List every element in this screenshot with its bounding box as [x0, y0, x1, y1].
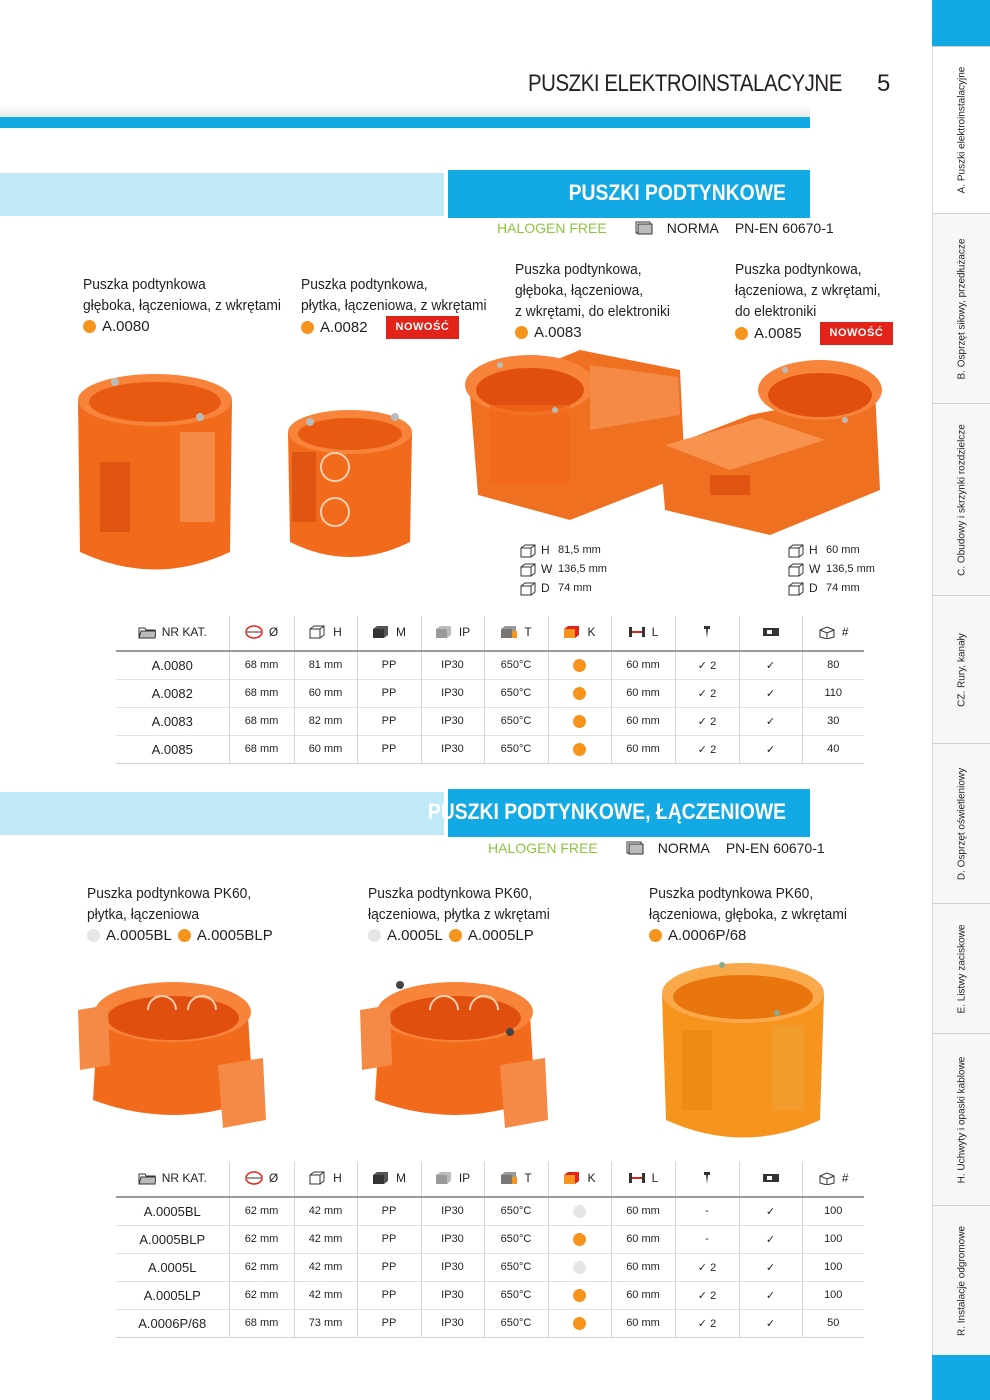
product-code: A.0082 — [320, 319, 368, 336]
table-row — [116, 651, 864, 679]
table-row — [116, 1309, 864, 1337]
table-header-label: IP — [458, 1170, 471, 1185]
table-cell: 50 — [802, 1309, 864, 1337]
table-cell: 100 — [802, 1225, 864, 1253]
table-cell: PP — [357, 1281, 421, 1309]
color-dot — [573, 1205, 586, 1218]
material-cube-icon — [372, 1171, 390, 1185]
color-dot — [573, 687, 586, 700]
table-cell: ✓ — [739, 1253, 802, 1281]
product-image-a0005bl — [78, 970, 273, 1130]
table-cell: 42 mm — [294, 1253, 357, 1281]
table-cell: 110 — [802, 679, 864, 707]
dimension-cube-icon — [520, 544, 536, 558]
table-header-material-cube — [357, 616, 421, 651]
header-shadow — [0, 105, 810, 117]
table-cell-color — [548, 1281, 611, 1309]
side-tab-b[interactable]: B. Osprzęt siłowy, przedłużacze — [932, 213, 990, 403]
table-cell: ✓ — [739, 1197, 802, 1225]
spec-table-2 — [116, 1162, 864, 1338]
table-cell: 60 mm — [294, 735, 357, 763]
table-cell: IP30 — [421, 735, 484, 763]
table-header-screw — [675, 1162, 739, 1197]
norma-value: PN-EN 60670-1 — [725, 840, 825, 856]
table-cell-code: A.0006P/68 — [116, 1309, 229, 1337]
height-cube-icon — [309, 625, 327, 639]
dims-a0083: H 81,5 mm W 136,5 mm D 74 mm — [520, 541, 607, 598]
table-header-connector — [739, 1162, 802, 1197]
table-cell: 80 — [802, 651, 864, 679]
table-cell: 42 mm — [294, 1197, 357, 1225]
color-dot — [87, 929, 100, 942]
table-cell: PP — [357, 1309, 421, 1337]
table-cell: - — [675, 1197, 739, 1225]
table-cell: 62 mm — [229, 1281, 294, 1309]
table-header-label: T — [524, 1170, 532, 1185]
diameter-icon — [245, 625, 263, 639]
table-cell: 60 mm — [611, 679, 675, 707]
table-header-label: Ø — [268, 624, 279, 639]
norma-label: NORMA — [666, 220, 719, 236]
product-a0080: Puszka podtynkowa głęboka, łączeniowa, z wkrętami A.0080 — [83, 276, 281, 335]
screw-length-icon — [628, 625, 646, 639]
table-cell-code: A.0005BL — [116, 1197, 229, 1225]
table-cell: ✓ 2 — [675, 707, 739, 735]
table-cell: 81 mm — [294, 651, 357, 679]
table-header-temperature-cube — [484, 1162, 548, 1197]
table-cell: ✓ 2 — [675, 1253, 739, 1281]
side-tab-a[interactable]: A. Puszki elektroinstalacyjne — [932, 46, 990, 213]
table-header-label: NR KAT. — [161, 1170, 207, 1185]
table-cell: ✓ — [739, 679, 802, 707]
table-cell: 100 — [802, 1281, 864, 1309]
section1-band-light — [0, 173, 450, 216]
side-tab-d[interactable]: D. Osprzęt oświetleniowy — [932, 743, 990, 903]
connector-icon — [762, 1171, 780, 1185]
table-header-package — [802, 1162, 864, 1197]
table-cell: IP30 — [421, 1309, 484, 1337]
catalog-folder-icon — [138, 1171, 156, 1185]
table-cell: PP — [357, 1197, 421, 1225]
page-title: PUSZKI ELEKTROINSTALACYJNE — [528, 70, 842, 97]
table-cell: 650°C — [484, 1281, 548, 1309]
table-cell: 650°C — [484, 651, 548, 679]
norma-label: NORMA — [657, 840, 710, 856]
table-header-height-cube — [294, 1162, 357, 1197]
table-header-diameter — [229, 1162, 294, 1197]
color-dot — [573, 1233, 586, 1246]
table-header-label: H — [333, 624, 342, 639]
product-code: A.0085 — [754, 325, 802, 342]
table-cell-code: A.0005L — [116, 1253, 229, 1281]
spec-table-1 — [116, 616, 864, 764]
product-image-a0082 — [280, 392, 420, 572]
side-tab-r[interactable]: R. Instalacje odgromowe — [932, 1205, 990, 1355]
dimension-cube-icon — [520, 582, 536, 596]
table-cell-code: A.0082 — [116, 679, 229, 707]
table-header-catalog-folder — [116, 616, 229, 651]
table-cell: 68 mm — [229, 679, 294, 707]
table-header-diameter — [229, 616, 294, 651]
table-header-label: L — [651, 624, 659, 639]
ip-cube-icon — [435, 625, 453, 639]
table-header-label: K — [587, 1170, 596, 1185]
product-code: A.0005L — [387, 927, 443, 944]
table-header-connector — [739, 616, 802, 651]
dims-a0085: H 60 mm W 136,5 mm D 74 mm — [788, 541, 875, 598]
section2-band-light — [0, 792, 450, 835]
table-cell: IP30 — [421, 707, 484, 735]
table-row — [116, 1253, 864, 1281]
table-cell: ✓ 2 — [675, 651, 739, 679]
table-header-row — [116, 1162, 864, 1197]
connector-icon — [762, 625, 780, 639]
side-tabs-bottom-cap — [932, 1355, 990, 1400]
table-cell: ✓ — [739, 1281, 802, 1309]
table-cell: 100 — [802, 1197, 864, 1225]
table-cell: 42 mm — [294, 1225, 357, 1253]
table-cell: PP — [357, 707, 421, 735]
table-cell: 60 mm — [611, 1225, 675, 1253]
table-header-screw-length — [611, 1162, 675, 1197]
table-cell: 650°C — [484, 1309, 548, 1337]
package-icon — [818, 1171, 836, 1185]
table-cell: IP30 — [421, 1281, 484, 1309]
table-cell: 68 mm — [229, 735, 294, 763]
temperature-cube-icon — [500, 1171, 518, 1185]
color-dot — [649, 929, 662, 942]
table-cell: 42 mm — [294, 1281, 357, 1309]
norm-book-icon — [635, 221, 653, 235]
product-a0083: Puszka podtynkowa, głęboka, łączeniowa, z wkrętami, do elektroniki A.0083 — [515, 261, 670, 341]
dimension-cube-icon — [520, 563, 536, 577]
table-cell: ✓ — [739, 651, 802, 679]
product-image-a0080 — [70, 362, 240, 582]
color-dot — [573, 1289, 586, 1302]
new-badge: NOWOŚĆ — [820, 322, 894, 345]
table-cell: ✓ — [739, 1309, 802, 1337]
halogen-free-label: HALOGEN FREE — [488, 840, 598, 856]
table-cell: 73 mm — [294, 1309, 357, 1337]
side-tab-e[interactable]: E. Listwy zaciskowe — [932, 903, 990, 1033]
table-header-color-cube — [548, 1162, 611, 1197]
table-row — [116, 1281, 864, 1309]
table-cell: 40 — [802, 735, 864, 763]
halogen-free-label: HALOGEN FREE — [497, 220, 607, 236]
table-cell: 650°C — [484, 735, 548, 763]
dimension-cube-icon — [788, 582, 804, 596]
product-a0085: Puszka podtynkowa, łączeniowa, z wkrętami, do elektroniki A.0085 NOWOŚĆ — [735, 259, 893, 345]
color-cube-icon — [563, 625, 581, 639]
table-header-ip-cube — [421, 1162, 484, 1197]
table-cell-color — [548, 707, 611, 735]
table-header-package — [802, 616, 864, 651]
catalog-folder-icon — [138, 625, 156, 639]
table-cell: 60 mm — [611, 1197, 675, 1225]
table-header-label: Ø — [268, 1170, 279, 1185]
color-dot — [301, 321, 314, 334]
color-dot — [573, 715, 586, 728]
table-cell: 68 mm — [229, 651, 294, 679]
table-cell: PP — [357, 679, 421, 707]
table-cell: 650°C — [484, 1197, 548, 1225]
table-header-catalog-folder — [116, 1162, 229, 1197]
table-header-label: M — [396, 1170, 406, 1185]
table-cell: 60 mm — [611, 1309, 675, 1337]
table-cell: PP — [357, 735, 421, 763]
table-row — [116, 679, 864, 707]
screw-length-icon — [628, 1171, 646, 1185]
table-header-label: T — [524, 624, 532, 639]
product-a0005l: Puszka podtynkowa PK60, łączeniowa, płytka z wkrętami A.0005L A.0005LP — [368, 885, 550, 944]
table-header-row — [116, 616, 864, 651]
new-badge: NOWOŚĆ — [386, 316, 460, 339]
color-dot — [735, 327, 748, 340]
table-cell: ✓ — [739, 1225, 802, 1253]
product-code: A.0005BLP — [196, 927, 273, 944]
side-tabs-top-cap — [932, 0, 990, 46]
screw-icon — [698, 1171, 716, 1185]
package-icon — [818, 625, 836, 639]
table-header-height-cube — [294, 616, 357, 651]
section2-title: PUSZKI PODTYNKOWE, ŁĄCZENIOWE — [427, 799, 786, 824]
page-number: 5 — [877, 70, 891, 97]
product-code: A.0005BL — [106, 927, 172, 944]
table-header-label: K — [587, 624, 596, 639]
table-cell: - — [675, 1225, 739, 1253]
table-cell: 62 mm — [229, 1253, 294, 1281]
section1-title: PUSZKI PODTYNKOWE — [568, 180, 786, 205]
table-cell: ✓ 2 — [675, 1281, 739, 1309]
dimension-cube-icon — [788, 563, 804, 577]
product-image-a0085 — [650, 340, 890, 540]
table-header-label: IP — [458, 624, 471, 639]
table-cell: 62 mm — [229, 1197, 294, 1225]
table-cell-code: A.0083 — [116, 707, 229, 735]
table-cell-color — [548, 651, 611, 679]
table-cell: ✓ — [739, 735, 802, 763]
table-cell-color — [548, 1309, 611, 1337]
table-cell: ✓ 2 — [675, 735, 739, 763]
color-dot — [573, 1261, 586, 1274]
table-cell: ✓ 2 — [675, 679, 739, 707]
table-cell-color — [548, 1197, 611, 1225]
color-dot — [573, 1317, 586, 1330]
table-cell: IP30 — [421, 1253, 484, 1281]
table-row — [116, 1225, 864, 1253]
table-header-label: NR KAT. — [161, 624, 207, 639]
table-header-material-cube — [357, 1162, 421, 1197]
table-cell-code: A.0005BLP — [116, 1225, 229, 1253]
table-cell: 650°C — [484, 1253, 548, 1281]
color-dot — [83, 320, 96, 333]
table-cell: PP — [357, 1225, 421, 1253]
table-cell-code: A.0005LP — [116, 1281, 229, 1309]
side-tab-h[interactable]: H. Uchwyty i opaski kablowe — [932, 1033, 990, 1205]
table-cell: IP30 — [421, 651, 484, 679]
section2-norm — [488, 840, 825, 856]
table-cell: IP30 — [421, 1197, 484, 1225]
table-cell: PP — [357, 651, 421, 679]
product-image-a0005l — [360, 970, 555, 1130]
table-cell: 100 — [802, 1253, 864, 1281]
height-cube-icon — [309, 1171, 327, 1185]
side-tab-c[interactable]: C. Obudowy i skrzynki rozdzielcze — [932, 403, 990, 595]
product-a0082: Puszka podtynkowa, płytka, łączeniowa, z wkrętami A.0082 NOWOŚĆ — [301, 274, 503, 339]
table-cell: ✓ — [739, 707, 802, 735]
product-code: A.0005LP — [467, 927, 534, 944]
product-code: A.0080 — [102, 318, 150, 335]
table-cell: IP30 — [421, 1225, 484, 1253]
table-cell: 82 mm — [294, 707, 357, 735]
table-cell-color — [548, 1225, 611, 1253]
table-cell: 650°C — [484, 1225, 548, 1253]
table-cell: 650°C — [484, 679, 548, 707]
color-dot — [573, 743, 586, 756]
side-tab-cz[interactable]: CZ. Rury, kanały — [932, 595, 990, 743]
table-cell-color — [548, 1253, 611, 1281]
table-cell-color — [548, 735, 611, 763]
diameter-icon — [245, 1171, 263, 1185]
table-cell: 650°C — [484, 707, 548, 735]
section1-band — [444, 170, 810, 218]
table-cell: IP30 — [421, 679, 484, 707]
table-header-label: # — [841, 1170, 849, 1185]
table-cell: 60 mm — [294, 679, 357, 707]
table-header-screw-length — [611, 616, 675, 651]
table-cell: PP — [357, 1253, 421, 1281]
table-cell: ✓ 2 — [675, 1309, 739, 1337]
table-row — [116, 735, 864, 763]
section2-band — [427, 789, 810, 837]
product-a0005bl: Puszka podtynkowa PK60, płytka, łączeniowa A.0005BL A.0005BLP — [87, 885, 273, 944]
table-cell: 60 mm — [611, 1281, 675, 1309]
table-cell: 60 mm — [611, 1253, 675, 1281]
norm-book-icon — [626, 841, 644, 855]
color-dot — [178, 929, 191, 942]
table-header-ip-cube — [421, 616, 484, 651]
table-header-label: H — [333, 1170, 342, 1185]
table-cell: 30 — [802, 707, 864, 735]
table-cell-color — [548, 679, 611, 707]
product-a0006p68: Puszka podtynkowa PK60, łączeniowa, głęboka, z wkrętami A.0006P/68 — [649, 885, 847, 944]
norma-value: PN-EN 60670-1 — [734, 220, 834, 236]
color-dot — [573, 659, 586, 672]
table-header-temperature-cube — [484, 616, 548, 651]
table-header-label: # — [841, 624, 849, 639]
side-tabs — [932, 0, 990, 1400]
temperature-cube-icon — [500, 625, 518, 639]
table-header-color-cube — [548, 616, 611, 651]
table-cell: 68 mm — [229, 1309, 294, 1337]
color-cube-icon — [563, 1171, 581, 1185]
table-header-screw — [675, 616, 739, 651]
color-dot — [449, 929, 462, 942]
product-image-a0006p68 — [652, 955, 834, 1145]
table-cell: 62 mm — [229, 1225, 294, 1253]
ip-cube-icon — [435, 1171, 453, 1185]
product-code: A.0006P/68 — [668, 927, 747, 944]
table-cell: 60 mm — [611, 651, 675, 679]
table-header-label: M — [396, 624, 406, 639]
section1-norm — [497, 220, 834, 236]
product-code: A.0083 — [534, 324, 582, 341]
table-row — [116, 1197, 864, 1225]
table-cell-code: A.0080 — [116, 651, 229, 679]
table-row — [116, 707, 864, 735]
material-cube-icon — [372, 625, 390, 639]
table-cell: 60 mm — [611, 707, 675, 735]
table-cell: 60 mm — [611, 735, 675, 763]
header-bar — [0, 117, 810, 128]
table-cell: 68 mm — [229, 707, 294, 735]
dimension-cube-icon — [788, 544, 804, 558]
color-dot — [368, 929, 381, 942]
table-cell-code: A.0085 — [116, 735, 229, 763]
table-header-label: L — [651, 1170, 659, 1185]
screw-icon — [698, 625, 716, 639]
